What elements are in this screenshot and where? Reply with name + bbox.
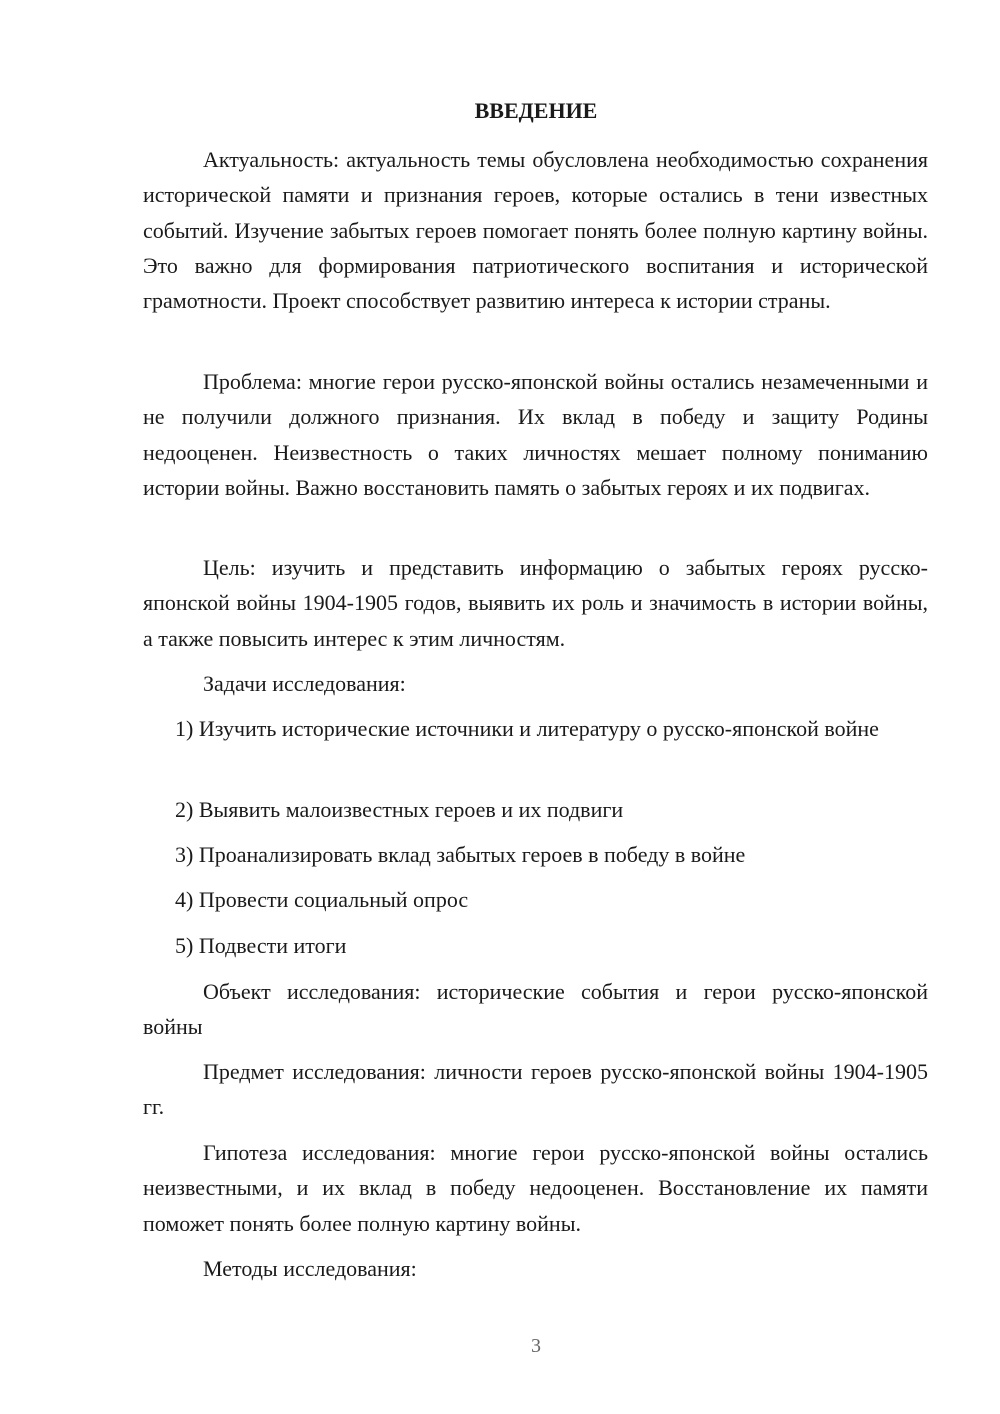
paragraph-object: Объект исследования: исторические события и герои русско-японской войны <box>143 979 928 1040</box>
task-item-4: 4) Провести социальный опрос <box>175 887 469 912</box>
task-item-1: 1) Изучить исторические источники и литературу о русско-японской войне <box>175 716 879 741</box>
task-item-2: 2) Выявить малоизвестных героев и их подвиги <box>175 797 624 822</box>
paragraph-relevance: Актуальность: актуальность темы обусловлена необходимостью сохранения исторической памяти и признания героев, которые остались в тени известных событий. Изучение забытых героев помогает понять более полную картину войны. Это важно для формирования патриотического воспитания и исторической грамотности. Проект способствует развитию интереса к истории страны. <box>143 147 928 314</box>
tasks-heading: Задачи исследования: <box>203 671 406 696</box>
methods-heading: Методы исследования: <box>203 1256 417 1281</box>
paragraph-hypothesis: Гипотеза исследования: многие герои русско-японской войны остались неизвестными, и их вклад в победу недооценен. Восстановление их памяти поможет понять более полную картину войны. <box>143 1140 928 1236</box>
paragraph-subject: Предмет исследования: личности героев русско-японской войны 1904-1905 гг. <box>143 1059 928 1120</box>
paragraph-goal: Цель: изучить и представить информацию о забытых героях русско-японской войны 1904-1905 годов, выявить их роль и значимость в истории войны, а также повысить интерес к этим личностям. <box>143 555 928 651</box>
page-title: ВВЕДЕНИЕ <box>474 98 598 123</box>
paragraph-problem: Проблема: многие герои русско-японской войны остались незамеченными и не получили должного признания. Их вклад в победу и защиту Родины недооценен. Неизвестность о таких личностях мешает полному пониманию истории войны. Важно восстановить память о забытых героях и их подвигах. <box>143 369 928 500</box>
task-item-5: 5) Подвести итоги <box>175 933 347 958</box>
page-number: 3 <box>531 1335 541 1357</box>
task-item-3: 3) Проанализировать вклад забытых героев в победу в войне <box>175 842 746 867</box>
